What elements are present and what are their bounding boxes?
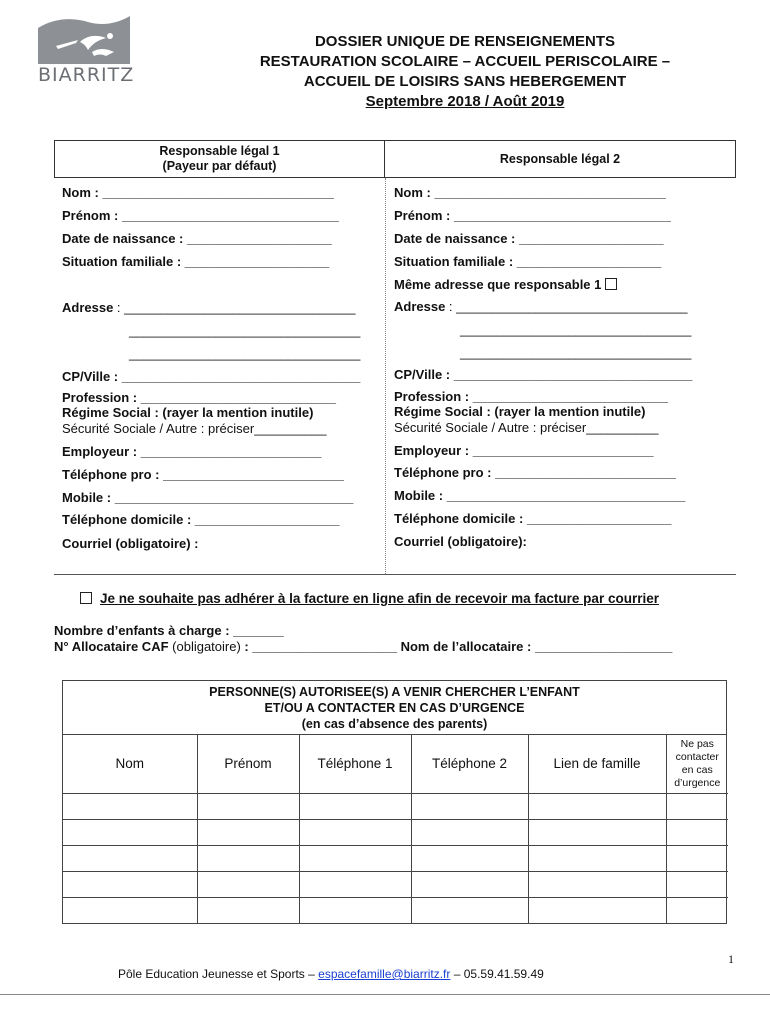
r1-profession-field[interactable]: Profession : ___________________________ — [62, 390, 336, 405]
col-ne-pas-contacter-l3: en cas — [681, 763, 713, 776]
col-telephone-2: Téléphone 2 — [411, 735, 528, 793]
table-cell[interactable] — [666, 871, 728, 897]
r2-meme-adresse-label: Même adresse que responsable 1 — [394, 277, 602, 292]
table-cell[interactable] — [411, 845, 528, 871]
table-cell[interactable] — [299, 897, 411, 923]
title-period: Septembre 2018 / Août 2019 — [365, 93, 565, 110]
r1-adresse-line-1: : ________________________________ — [113, 300, 356, 315]
table-cell[interactable] — [197, 897, 299, 923]
table-row — [63, 897, 728, 923]
table-cell[interactable] — [411, 819, 528, 845]
col-ne-pas-contacter-l2: contacter — [675, 750, 719, 763]
col-ne-pas-contacter — [666, 735, 728, 793]
table-cell[interactable] — [197, 845, 299, 871]
table-row — [63, 845, 728, 871]
meme-adresse-checkbox[interactable] — [605, 278, 617, 290]
table-cell[interactable] — [63, 819, 197, 845]
table-heading — [63, 681, 726, 735]
table-heading-line-2: ET/OU A CONTACTER EN CAS D’URGENCE — [264, 701, 525, 715]
responsable-1-label: Responsable légal 1 — [159, 144, 280, 158]
r1-tel-pro-field[interactable]: Téléphone pro : _________________________ — [62, 467, 344, 482]
footer-phone: – 05.59.41.59.49 — [450, 967, 544, 981]
table-cell[interactable] — [63, 845, 197, 871]
r2-mobile-field[interactable]: Mobile : _________________________________ — [394, 488, 686, 503]
r2-profession-field[interactable]: Profession : ___________________________ — [394, 389, 668, 404]
table-row — [63, 819, 728, 845]
r1-secu-field[interactable]: Sécurité Sociale / Autre : préciser__________ — [62, 421, 327, 436]
title-line-2: RESTAURATION SCOLAIRE – ACCUEIL PERISCOLAIRE – — [259, 53, 671, 70]
r1-adresse-line-2[interactable]: ________________________________ — [129, 323, 361, 338]
r2-regime-label: Régime Social : (rayer la mention inutile) — [394, 404, 646, 419]
table-cell[interactable] — [197, 819, 299, 845]
r2-adresse-field[interactable] — [394, 299, 688, 315]
caf-blank: : ____________________ — [240, 639, 401, 654]
title-line-3: ACCUEIL DE LOISIRS SANS HEBERGEMENT — [303, 73, 627, 90]
bottom-rule — [0, 994, 770, 995]
table-cell[interactable] — [63, 897, 197, 923]
r2-situation-field[interactable]: Situation familiale : ____________________ — [394, 254, 662, 269]
r1-adresse-field[interactable] — [62, 300, 356, 316]
allocataire-field: Nom de l’allocataire : ___________________ — [400, 639, 673, 654]
table-header-row — [63, 735, 728, 793]
table-cell[interactable] — [666, 793, 728, 819]
caf-note: (obligatoire) — [172, 639, 241, 654]
table-cell[interactable] — [197, 871, 299, 897]
r2-courriel-field[interactable]: Courriel (obligatoire): — [394, 534, 527, 549]
column-divider — [385, 178, 386, 574]
logo-text: BIARRITZ — [38, 64, 135, 86]
table-cell[interactable] — [528, 897, 666, 923]
enfants-field[interactable]: Nombre d’enfants à charge : _______ — [54, 623, 284, 638]
r2-prenom-field[interactable]: Prénom : ______________________________ — [394, 208, 671, 223]
r1-naissance-field[interactable]: Date de naissance : ____________________ — [62, 231, 332, 246]
table-cell[interactable] — [528, 819, 666, 845]
col-lien-famille: Lien de famille — [528, 735, 666, 793]
title-line-1: DOSSIER UNIQUE DE RENSEIGNEMENTS — [314, 33, 616, 50]
table-cell[interactable] — [666, 897, 728, 923]
table-cell[interactable] — [666, 845, 728, 871]
r1-situation-field[interactable]: Situation familiale : ____________________ — [62, 254, 330, 269]
r2-naissance-field[interactable]: Date de naissance : ____________________ — [394, 231, 664, 246]
r1-courriel-field[interactable]: Courriel (obligatoire) : — [62, 536, 199, 551]
table-cell[interactable] — [528, 793, 666, 819]
r1-employeur-field[interactable]: Employeur : _________________________ — [62, 444, 322, 459]
footer-service: Pôle Education Jeunesse et Sports – — [118, 967, 319, 981]
caf-label: N° Allocataire CAF — [54, 639, 169, 654]
r2-cpville-field[interactable]: CP/Ville : _________________________________ — [394, 367, 693, 382]
table-cell[interactable] — [63, 793, 197, 819]
table-cell[interactable] — [299, 819, 411, 845]
r2-adresse-line-1: : ________________________________ — [445, 299, 688, 314]
personnes-autorisees-table — [62, 680, 727, 924]
r1-adresse-label: Adresse — [62, 300, 114, 315]
page-number: 1 — [728, 952, 734, 966]
caf-field[interactable] — [54, 639, 672, 655]
r1-nom-field[interactable]: Nom : ________________________________ — [62, 185, 334, 200]
table-grid — [63, 735, 728, 923]
responsable-1-header — [55, 141, 385, 177]
table-cell[interactable] — [411, 871, 528, 897]
responsable-2-header: Responsable légal 2 — [499, 152, 621, 166]
r2-adresse-label: Adresse — [394, 299, 446, 314]
table-cell[interactable] — [666, 819, 728, 845]
table-row — [63, 793, 728, 819]
table-cell[interactable] — [528, 845, 666, 871]
table-cell[interactable] — [299, 845, 411, 871]
r2-secu-field[interactable]: Sécurité Sociale / Autre : préciser__________ — [394, 420, 659, 435]
r1-mobile-field[interactable]: Mobile : _________________________________ — [62, 490, 354, 505]
r2-tel-dom-field[interactable]: Téléphone domicile : ____________________ — [394, 511, 672, 526]
table-heading-line-1: PERSONNE(S) AUTORISEE(S) A VENIR CHERCHER L’ENFANT — [209, 685, 580, 699]
r1-cpville-field[interactable]: CP/Ville : _________________________________ — [62, 369, 361, 384]
table-cell[interactable] — [197, 793, 299, 819]
facture-papier-label: Je ne souhaite pas adhérer à la facture en ligne afin de recevoir ma facture par courrier — [100, 591, 659, 606]
table-cell[interactable] — [299, 793, 411, 819]
col-telephone-1: Téléphone 1 — [299, 735, 411, 793]
table-row — [63, 871, 728, 897]
r2-adresse-line-2[interactable]: ________________________________ — [460, 322, 692, 337]
r2-meme-adresse[interactable] — [394, 277, 617, 293]
facture-papier-option[interactable] — [80, 591, 659, 606]
footer — [118, 967, 544, 981]
r2-adresse-line-3[interactable]: ________________________________ — [460, 345, 692, 360]
r2-tel-pro-field[interactable]: Téléphone pro : _________________________ — [394, 465, 676, 480]
responsables-header — [54, 140, 736, 178]
col-nom: Nom — [63, 735, 197, 793]
r2-employeur-field[interactable]: Employeur : _________________________ — [394, 443, 654, 458]
document-title — [170, 32, 760, 112]
col-ne-pas-contacter-l1: Ne pas — [680, 737, 714, 750]
table-cell[interactable] — [411, 793, 528, 819]
r1-prenom-field[interactable]: Prénom : ______________________________ — [62, 208, 339, 223]
section-separator — [54, 574, 736, 575]
table-cell[interactable] — [528, 871, 666, 897]
r2-nom-field[interactable]: Nom : ________________________________ — [394, 185, 666, 200]
r1-regime-label: Régime Social : (rayer la mention inutile) — [62, 405, 314, 420]
col-prenom: Prénom — [197, 735, 299, 793]
r1-tel-dom-field[interactable]: Téléphone domicile : ____________________ — [62, 512, 340, 527]
facture-papier-checkbox[interactable] — [80, 592, 92, 604]
responsable-1-note: (Payeur par défaut) — [162, 159, 277, 173]
table-cell[interactable] — [299, 871, 411, 897]
col-ne-pas-contacter-l4: d’urgence — [674, 776, 721, 789]
footer-email-link[interactable]: espacefamille@biarritz.fr — [318, 967, 451, 981]
table-heading-line-3: (en cas d’absence des parents) — [301, 717, 488, 731]
logo-emblem-icon — [36, 12, 132, 64]
table-cell[interactable] — [411, 897, 528, 923]
biarritz-logo — [36, 12, 135, 86]
table-cell[interactable] — [63, 871, 197, 897]
r1-adresse-line-3[interactable]: ________________________________ — [129, 346, 361, 361]
